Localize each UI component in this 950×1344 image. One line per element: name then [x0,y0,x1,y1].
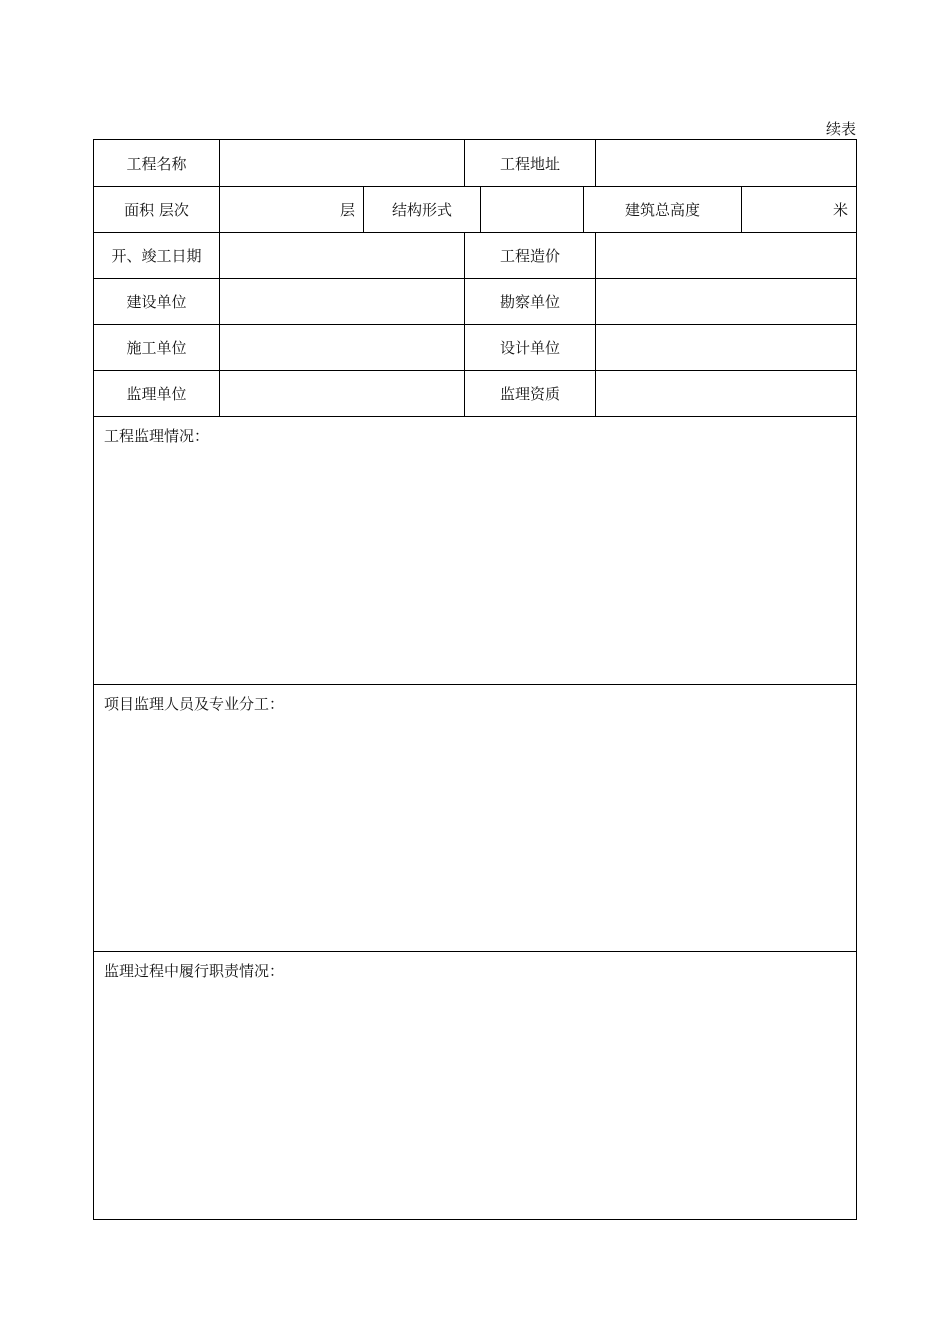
duty-performance-title: 监理过程中履行职责情况： [104,962,285,980]
construction-owner-label: 建设单位 [94,279,220,324]
duty-performance-section[interactable] [94,952,856,1219]
row-supervisor [94,371,856,417]
start-end-date-label: 开、竣工日期 [94,233,220,278]
project-cost-field[interactable] [596,233,856,278]
project-address-field[interactable] [596,140,856,186]
building-height-field[interactable] [742,187,856,232]
height-unit: 米 [832,201,848,219]
supervision-qualification-label: 监理资质 [465,371,596,416]
supervision-unit-label: 监理单位 [94,371,220,416]
project-name-label: 工程名称 [94,140,220,186]
building-height-label: 建筑总高度 [584,187,742,232]
staff-division-section[interactable] [94,685,856,952]
survey-unit-field[interactable] [596,279,856,324]
survey-unit-label: 勘察单位 [465,279,596,324]
contractor-field[interactable] [220,325,465,370]
continued-label: 续表 [826,120,857,138]
row-builder-survey [94,279,856,325]
design-unit-field[interactable] [596,325,856,370]
start-end-date-field[interactable] [220,233,465,278]
structure-label: 结构形式 [364,187,481,232]
construction-owner-field[interactable] [220,279,465,324]
floors-field[interactable] [220,187,364,232]
row-dates-cost [94,233,856,279]
row-project-name [94,140,856,187]
design-unit-label: 设计单位 [465,325,596,370]
area-floors-label: 面积 层次 [94,187,220,232]
floor-unit: 层 [339,201,355,219]
supervision-status-section[interactable] [94,417,856,685]
supervision-unit-field[interactable] [220,371,465,416]
supervision-status-title: 工程监理情况： [104,427,210,445]
staff-division-title: 项目监理人员及专业分工： [104,695,285,713]
project-name-field[interactable] [220,140,465,186]
row-area-structure [94,187,856,233]
project-cost-label: 工程造价 [465,233,596,278]
structure-field[interactable] [481,187,584,232]
supervision-qualification-field[interactable] [596,371,856,416]
contractor-label: 施工单位 [94,325,220,370]
project-address-label: 工程地址 [465,140,596,186]
supervision-form [93,139,857,1220]
row-contractor-design [94,325,856,371]
